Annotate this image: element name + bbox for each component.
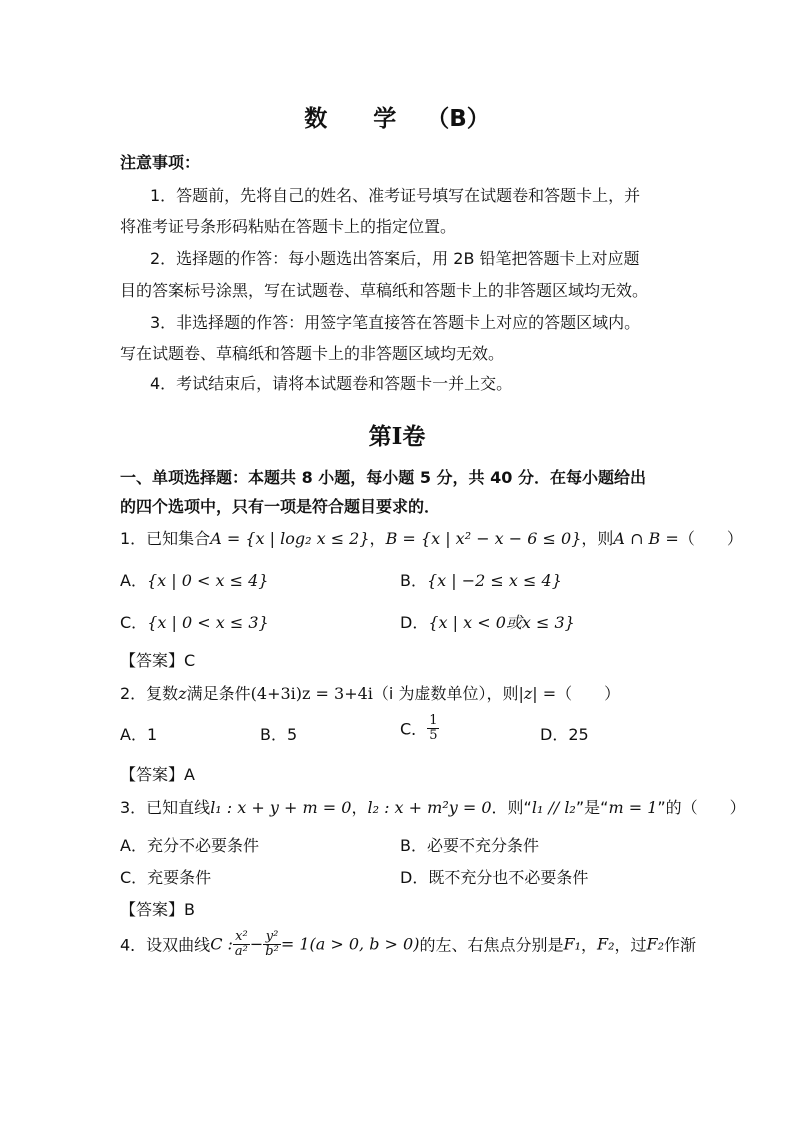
q4-prefix: 4．设双曲线 [120,935,211,955]
q4-frac-2-den: b² [265,943,279,959]
q1-option-d [400,610,575,633]
q2-option-c [400,714,439,742]
q2-option-d: D．25 [540,725,589,744]
title-subject-2: 学 [373,106,397,132]
q3-prefix: 3．已知直线 [120,798,211,817]
q4-curve-c: C : [210,934,233,954]
q3-line-2: l₂ : x + m²y = 0 [367,798,492,817]
q1-set-b: B = {x | x² − x − 6 ≤ 0} [385,529,582,548]
q4-mid: 的左、右焦点分别是 [419,935,564,955]
q3-parallel: l₁ // l₂ [531,798,576,817]
section-title: 第Ⅰ卷 [368,423,426,450]
notice-heading: 注意事项： [120,153,201,172]
q4-comma: ， [580,935,597,955]
q3-option-b: B．必要不充分条件 [400,836,539,855]
q1-paren: （ ） [678,529,743,548]
q4-end: 作渐 [664,935,697,955]
q2-note: （i 为虚数单位），则 [372,684,519,703]
q1-option-a-text: {x | 0 < x ≤ 4} [146,571,269,590]
q3-sep: ， [351,798,368,817]
q1-option-c-label: C． [120,613,148,632]
q3-mid-2: ”是“ [575,798,609,817]
q4-frac-1-den: a² [234,943,248,959]
q3-mid: ．则“ [491,798,532,817]
q4-f1: F₁ [563,934,581,954]
question-1-stem [120,526,743,549]
title-subject: 数 [304,106,328,132]
question-4-stem [120,930,696,958]
notice-item-2-line-1: 2．选择题的作答：每小题选出答案后，用 2B 铅笔把答题卡上对应题 [150,249,640,268]
q3-option-c: C．充要条件 [120,868,212,887]
q4-fraction-2 [263,930,281,958]
q4-f2-b: F₂ [646,934,665,954]
title-variant: （B） [426,106,490,132]
q2-option-c-label: C． [400,719,428,739]
part-instruction-line-2: 的四个选项中，只有一项是符合题目要求的． [120,497,441,516]
q3-answer: 【答案】B [120,900,195,919]
q4-minus: − [249,934,264,954]
q1-set-a: A = {x | log₂ x ≤ 2} [210,529,370,548]
notice-item-1-line-1: 1．答题前，先将自己的姓名、准考证号填写在试题卷和答题卡上，并 [150,186,641,205]
q3-condition: m = 1 [608,798,658,817]
q2-mid: 满足条件 [186,684,251,703]
notice-item-3-line-1: 3．非选择题的作答：用签字笔直接答在答题卡上对应的答题区域内。 [150,313,641,332]
notice-item-1-line-2: 将准考证号条形码粘贴在答题卡上的指定位置。 [120,217,457,236]
q1-option-d-label: D． [400,613,429,632]
q1-option-b-label: B． [400,571,427,590]
q1-answer: 【答案】C [120,651,196,670]
part-instruction-line-1: 一、单项选择题：本题共 8 小题，每小题 5 分，共 40 分．在每小题给出 [120,468,646,487]
q1-suffix: ，则 [581,529,614,548]
q2-paren: （ ） [556,684,621,703]
q2-option-b: B．5 [260,725,298,744]
q4-frac-1-num: x² [233,930,250,945]
page-title [0,100,794,133]
notice-item-4: 4．考试结束后，请将本试题卷和答题卡一并上交。 [150,374,513,393]
q1-option-c [120,610,269,633]
q1-option-b-text: {x | −2 ≤ x ≤ 4} [426,571,562,590]
notice-item-2-line-2: 目的答案标号涂黑，写在试题卷、草稿纸和答题卡上的非答题区域均无效。 [120,281,649,300]
q4-rhs: = 1(a > 0, b > 0) [280,934,420,954]
q2-option-c-fraction [427,714,439,742]
question-2-stem [120,681,620,704]
q4-fraction-1 [233,930,250,958]
q2-option-a: A．1 [120,725,158,744]
q2-equation: (4+3i)z = 3+4i [250,684,373,703]
q2-abs-z: |z| = [518,684,557,703]
q2-var-z: z [178,684,187,703]
q2-answer: 【答案】A [120,765,195,784]
q3-option-a: A．充分不必要条件 [120,836,259,855]
q4-frac-2-num: y² [263,930,281,945]
q1-prefix: 1．已知集合 [120,529,211,548]
q2-option-c-num: 1 [429,713,438,728]
q2-prefix: 2．复数 [120,684,179,703]
q4-suffix: ，过 [614,935,647,955]
q3-suffix: ”的（ ） [657,798,746,817]
q1-option-d-text: {x | x < 0或x ≤ 3} [428,613,575,632]
q2-option-c-den: 5 [429,727,438,743]
q1-option-a [120,568,268,591]
q1-option-a-label: A． [120,571,147,590]
q4-f2: F₂ [597,934,615,954]
question-3-stem [120,795,746,818]
notice-item-3-line-2: 写在试题卷、草稿纸和答题卡上的非答题区域均无效。 [120,344,505,363]
q3-option-d: D．既不充分也不必要条件 [400,868,589,887]
q3-line-1: l₁ : x + y + m = 0 [210,798,352,817]
q1-expr: A ∩ B = [613,529,679,548]
q1-option-b [400,568,562,591]
q1-option-c-text: {x | 0 < x ≤ 3} [147,613,269,632]
q1-sep: ， [369,529,386,548]
